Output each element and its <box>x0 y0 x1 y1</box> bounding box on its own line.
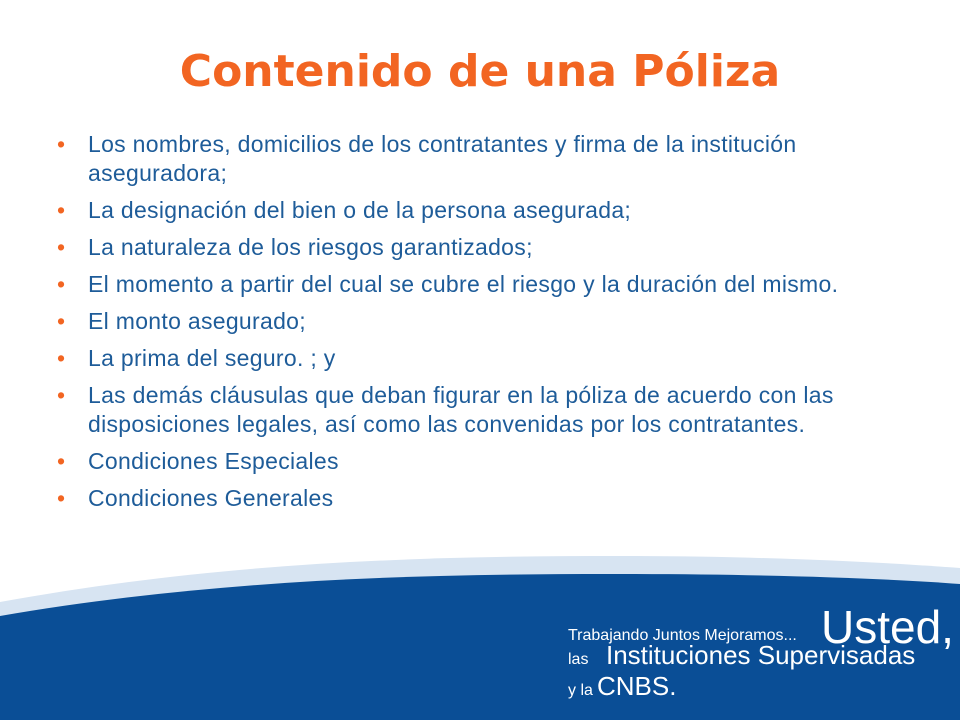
bullet-text: Condiciones Generales <box>88 485 334 511</box>
footer-banner <box>0 550 960 720</box>
bullet-icon: • <box>57 382 66 408</box>
bullet-text: La designación del bien o de la persona asegurada; <box>88 197 632 223</box>
bullet-icon: • <box>57 448 66 474</box>
footer-wave-graphic <box>0 550 960 720</box>
tagline-line2-prefix: las <box>568 651 589 668</box>
bullet-item <box>55 307 845 336</box>
bullet-item <box>55 381 845 439</box>
bullet-list <box>55 130 845 521</box>
tagline-line3-prefix: y la <box>568 682 593 699</box>
bullet-item <box>55 196 845 225</box>
tagline-cnbs: CNBS. <box>597 671 677 701</box>
tagline-usted: Usted, <box>821 601 954 653</box>
bullet-item <box>55 130 845 188</box>
tagline-line1: Trabajando Juntos Mejoramos... <box>568 627 797 644</box>
bullet-text: La naturaleza de los riesgos garantizados; <box>88 234 533 260</box>
bullet-icon: • <box>57 485 66 511</box>
bullet-item <box>55 447 845 476</box>
bullet-item <box>55 484 845 513</box>
bullet-text: Los nombres, domicilios de los contratantes y firma de la institución aseguradora; <box>88 131 797 186</box>
bullet-item <box>55 233 845 262</box>
bullet-icon: • <box>57 131 66 157</box>
slide-title: Contenido de una Póliza <box>179 46 781 97</box>
bullet-text: Las demás cláusulas que deban figurar en la póliza de acuerdo con las disposiciones legales, así como las convenidas por los contratantes. <box>88 382 834 437</box>
bullet-text: Condiciones Especiales <box>88 448 339 474</box>
bullet-item <box>55 270 845 299</box>
bullet-item <box>55 344 845 373</box>
bullet-icon: • <box>57 197 66 223</box>
bullet-icon: • <box>57 234 66 260</box>
bullet-icon: • <box>57 271 66 297</box>
bullet-icon: • <box>57 308 66 334</box>
bullet-text: La prima del seguro. ; y <box>88 345 336 371</box>
tagline-instituciones: Instituciones Supervisadas <box>606 640 916 670</box>
bullet-text: El monto asegurado; <box>88 308 306 334</box>
bullet-text: El momento a partir del cual se cubre el riesgo y la duración del mismo. <box>88 271 839 297</box>
bullet-icon: • <box>57 345 66 371</box>
